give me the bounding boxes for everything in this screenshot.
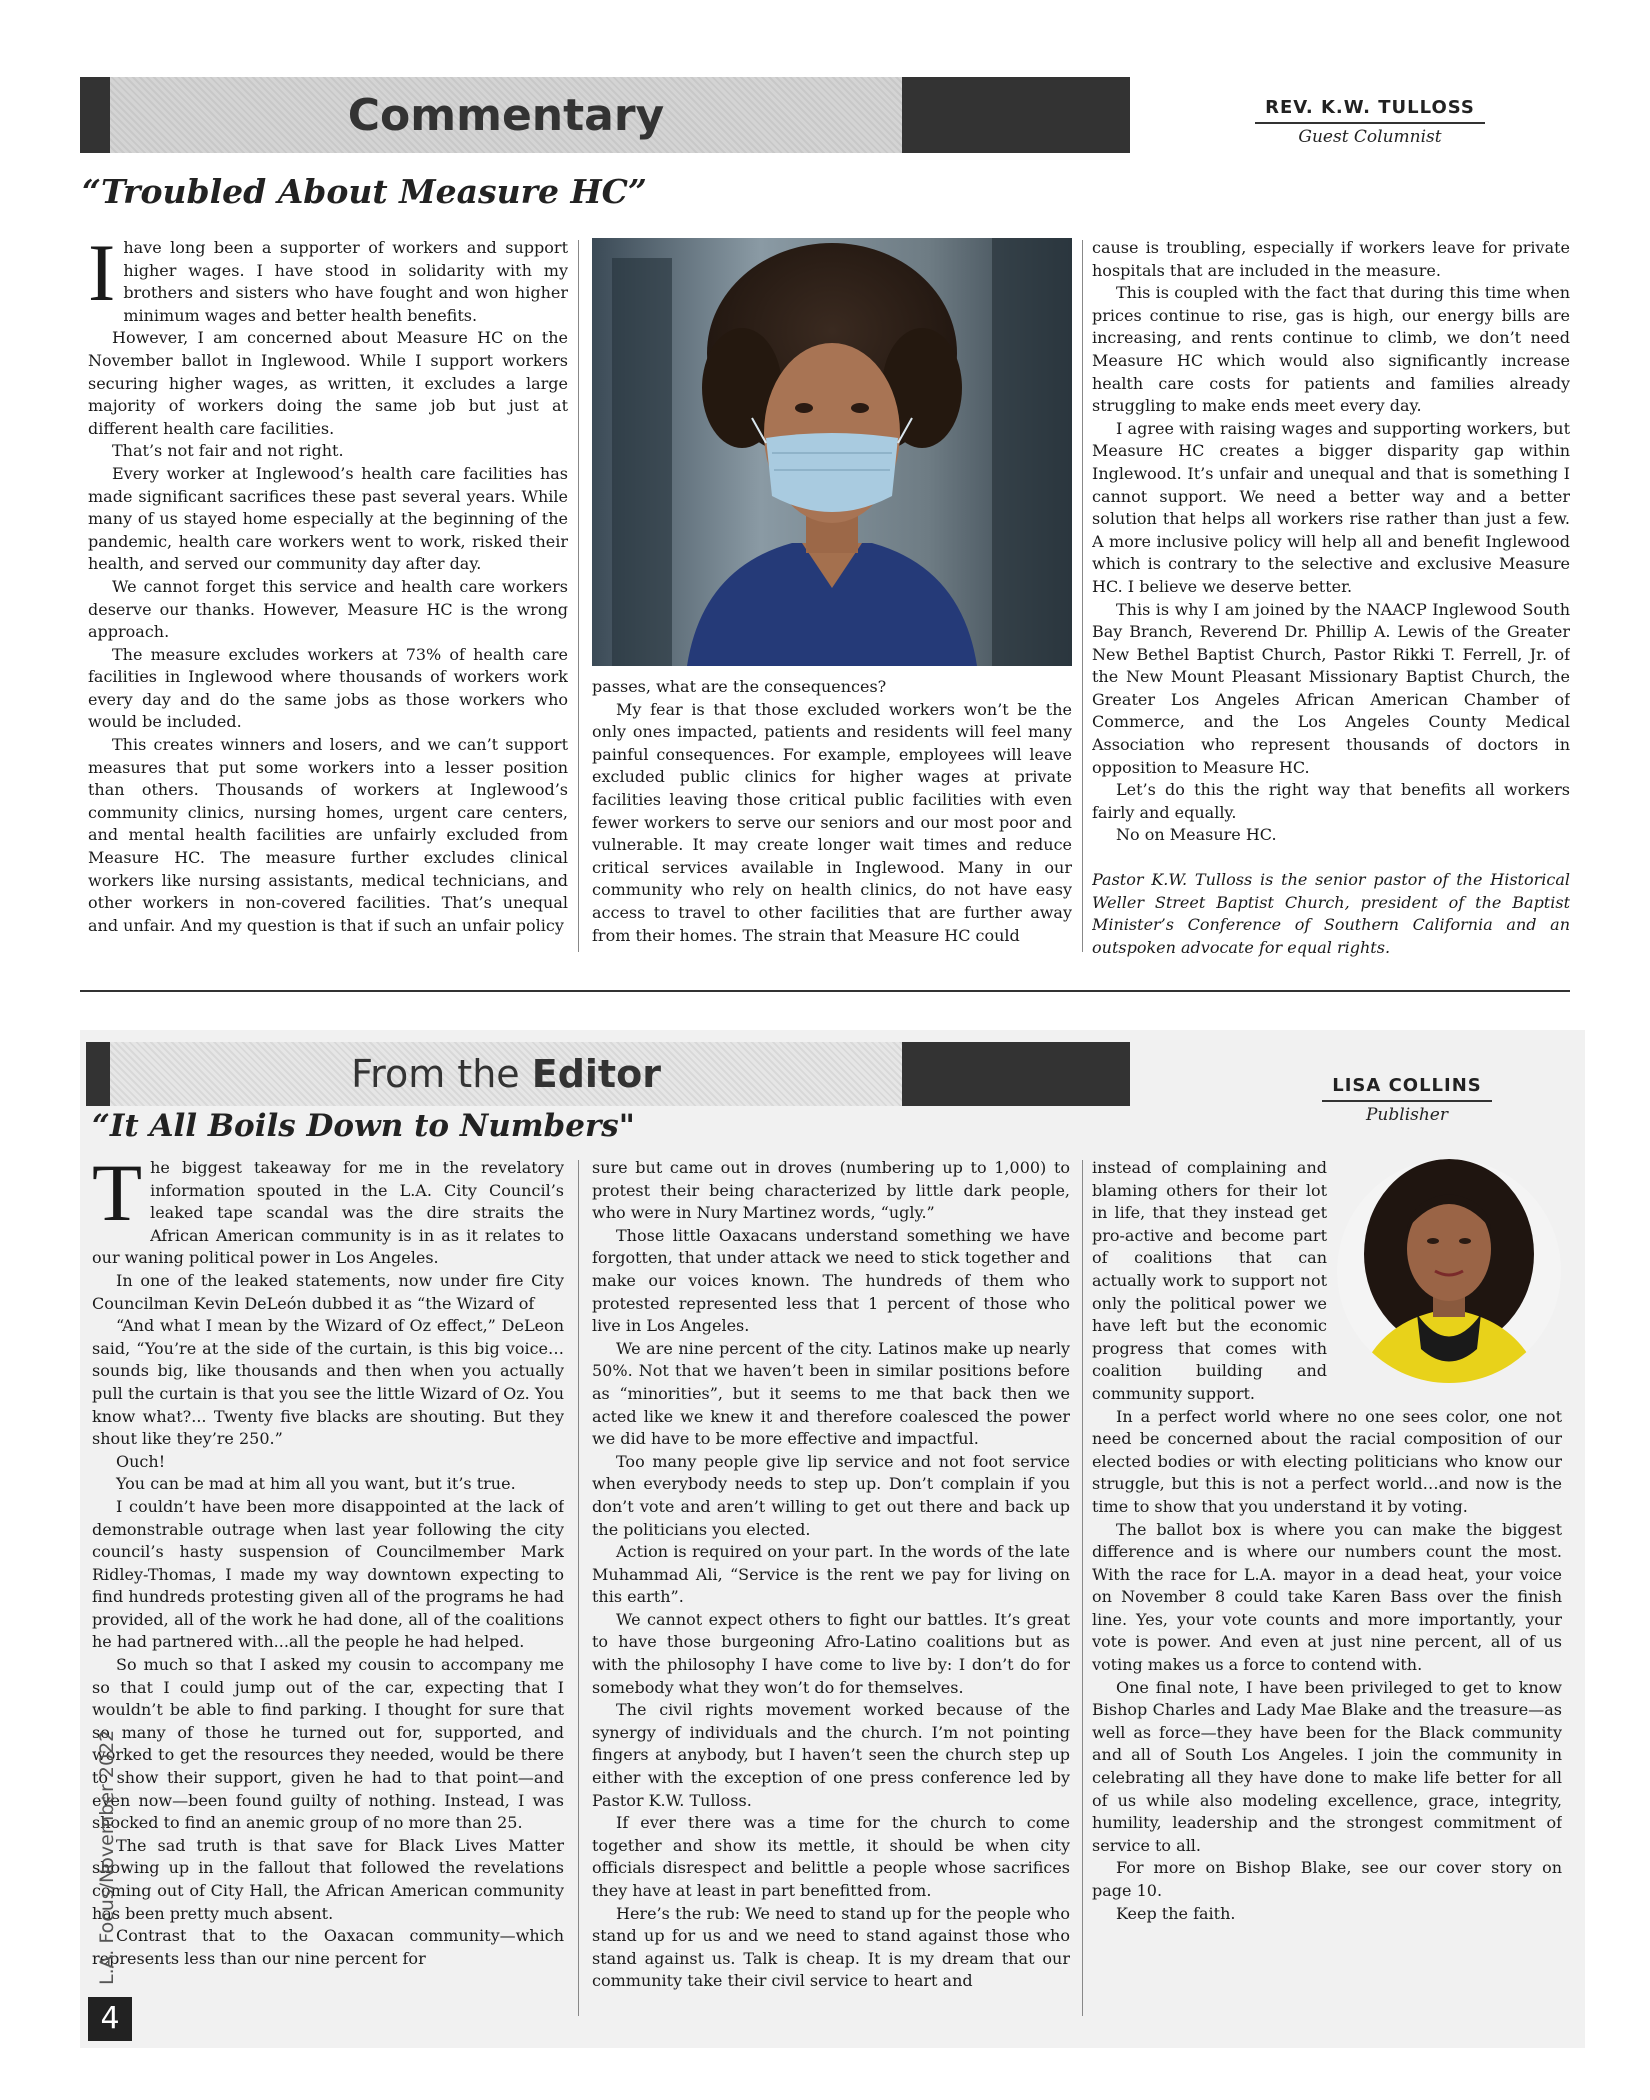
paragraph: I couldn’t have been more disappointed at the lack of demonstrable outrage when last year following the city council’s hasty suspension of Councilmember Mark Ridley-Thomas, I made my way downtown expecting to find hundreds protesting given all of the programs he had provided, all of the work he had done, all of the coalitions he had partnered with...all the people he had helped.	[92, 1496, 564, 1652]
editor-banner	[86, 1042, 1130, 1106]
nurse-photo-image	[592, 238, 1072, 666]
paragraph: The civil rights movement worked because of the synergy of individuals and the church. I’m not pointing fingers at anybody, but I haven’t seen the church step up either with the exception of one press conference led by Pastor K.W. Tulloss.	[592, 1700, 1070, 1810]
paragraph: Contrast that to the Oaxacan community—which represents less than our nine percent for	[92, 1926, 564, 1968]
editor-column-2	[592, 1157, 1070, 2019]
paragraph: In a perfect world where no one sees color, one not need be concerned about the racial composition of our elected bodies or with electing politicians who know our struggle, but this is not a perfect world…and now is the time to show that you understand it by voting.	[1092, 1406, 1562, 1516]
paragraph: We cannot expect others to fight our battles. It’s great to have those burgeoning Afro-Latino coalitions but as with the philosophy I have come to live by: I don’t do for somebody what they won’t do for themselves.	[592, 1609, 1070, 1697]
paragraph: Action is required on your part. In the words of the late Muhammad Ali, “Service is the rent we pay for living on this earth”.	[592, 1542, 1070, 1607]
nurse-photo	[592, 238, 1072, 666]
paragraph: This is why I am joined by the NAACP Inglewood South Bay Branch, Reverend Dr. Phillip A. Lewis of the Greater New Bethel Baptist Church, Pastor Rikki T. Ferrell, Jr. of the New Mount Pleasant Missionary Baptist Church, the Greater Los Angeles African American Chamber of Commerce, and the Los Angeles County Medical Association who represent thousands of doctors in opposition to Measure HC.	[1092, 599, 1570, 777]
editor-headline: “It All Boils Down to Numbers"	[92, 1108, 635, 1144]
paragraph: passes, what are the consequences?	[592, 677, 887, 696]
editor-column-1	[92, 1157, 564, 2019]
paragraph: Ouch!	[116, 1451, 166, 1471]
commentary-banner	[80, 77, 1130, 153]
paragraph: Every worker at Inglewood’s health care facilities has made significant sacrifices these past several years. While many of us stayed home especially at the beginning of the pandemic, health care workers went to work, risked their health, and served our community day after day.	[88, 463, 568, 574]
publication-footer: L.A. Focus/November 2022	[96, 1729, 118, 1985]
paragraph: Those little Oaxacans understand something we have forgotten, that under attack we need to stick together and make our voices known. The hundreds of them who protested represented less that 1 percent of those who live in Los Angeles.	[592, 1225, 1070, 1336]
paragraph: instead of complaining and blaming others for their lot in life, that they instead get pro-active and become part of coalitions that can actually work to support not only the political power we have left but the economic progress that comes with coalition building and community support.	[1092, 1158, 1327, 1403]
paragraph: I agree with raising wages and supporting workers, but Measure HC creates a bigger disparity gap within Inglewood. It’s unfair and unequal and that is something I cannot support. We need a better way and a better solution that helps all workers rise rather than just a few. A more inclusive policy will help all and benefit Inglewood which is contrary to the selective and exclusive Measure HC. I believe we deserve better.	[1092, 418, 1570, 596]
banner-left-bar	[86, 1042, 110, 1106]
publisher-photo	[1337, 1159, 1562, 1384]
banner-right-bar	[902, 1042, 1130, 1106]
author-bio: Pastor K.W. Tulloss is the senior pastor of the Historical Weller Street Baptist Church, president of the Baptist Minister’s Conference of Southern California and an outspoken advocate for equal rights.	[1092, 870, 1570, 957]
paragraph: We are nine percent of the city. Latinos make up nearly 50%. Not that we haven’t been in similar positions before as “minorities”, but it seems to me that back then we acted like we knew it and therefore coalesced the power we did have to be more effective and impactful.	[592, 1338, 1070, 1449]
commentary-section-label: Commentary	[347, 89, 665, 141]
paragraph: sure but came out in droves (numbering up to 1,000) to protest their being characterized by little dark people, who were in Nury Martinez words, “ugly.”	[592, 1158, 1070, 1223]
commentary-column-3	[1092, 237, 1570, 957]
paragraph: So much so that I asked my cousin to accompany me so that I could jump out of the car, expecting that I wouldn’t be able to find parking. I thought for sure that so many of those he turned out for, supported, and worked to get the resources they needed, would be there to show their support, given he had to that point—and even now—been found guilty of nothing. Instead, I was shocked to find an anemic group of no more than 25.	[92, 1655, 564, 1833]
column-divider	[578, 1160, 579, 2016]
commentary-column-2	[592, 676, 1072, 957]
paragraph: The measure excludes workers at 73% of health care facilities in Inglewood where thousands of workers work every day and do the same jobs as those workers who would be included.	[88, 644, 568, 732]
paragraph: cause is troubling, especially if workers leave for private hospitals that are included in the measure.	[1092, 238, 1570, 280]
commentary-author-name: REV. K.W. TULLOSS	[1265, 97, 1475, 118]
paragraph: That’s not fair and not right.	[112, 441, 344, 461]
paragraph: have long been a supporter of workers and support higher wages. I have stood in solidarity with my brothers and sisters who have fought and won higher minimum wages and better health benefits.	[123, 238, 568, 325]
byline-rule	[1255, 122, 1485, 124]
paragraph: For more on Bishop Blake, see our cover story on page 10.	[1092, 1858, 1562, 1900]
editor-author-role: Publisher	[1365, 1105, 1448, 1125]
commentary-column-1	[88, 237, 568, 957]
page-number: 4	[88, 1997, 132, 2041]
paragraph: If ever there was a time for the church to come together and show its mettle, it should be when city officials disrespect and belittle a people whose sacrifices they have at least in part benefitted from.	[592, 1813, 1070, 1900]
editor-dropcap: T	[92, 1157, 143, 1238]
paragraph: My fear is that those excluded workers won’t be the only ones impacted, patients and residents will feel many painful consequences. For example, employees will leave excluded public clinics for higher wages at private facilities leaving those critical public facilities with even fewer workers to serve our seniors and our most poor and vulnerable. It may create longer wait times and reduce critical services available in Inglewood. Many in our community who rely on health clinics, do not have easy access to travel to other facilities that are further away from their homes. The strain that Measure HC could	[592, 699, 1072, 945]
commentary-author-role: Guest Columnist	[1298, 127, 1442, 147]
banner-left-bar	[80, 77, 110, 153]
column-divider	[1082, 240, 1083, 952]
paragraph: “And what I mean by the Wizard of Oz effect,” DeLeon said, “You’re at the side of the curtain, is this big voice…sounds big, like thousands and then when you actually pull the curtain is that you see the little Wizard of Oz. You know what?... Twenty five blacks are shouting. But they shout like they’re 250.”	[92, 1316, 564, 1449]
publisher-photo-image	[1337, 1159, 1562, 1384]
byline-rule	[1322, 1100, 1492, 1102]
paragraph: However, I am concerned about Measure HC on the November ballot in Inglewood. While I support workers securing higher wages, as written, it excludes a large majority of workers doing the same job but just at different health care facilities.	[88, 328, 568, 438]
paragraph: he biggest takeaway for me in the revelatory information spouted in the L.A. City Council’s leaked tape scandal was the dire straits the African American community is in as it relates to our waning political power in Los Angeles.	[92, 1158, 564, 1268]
section-divider	[80, 990, 1570, 992]
commentary-headline: “Troubled About Measure HC”	[82, 172, 647, 211]
editor-byline	[1322, 1075, 1492, 1125]
paragraph: No on Measure HC.	[1116, 825, 1277, 845]
paragraph: One final note, I have been privileged to get to know Bishop Charles and Lady Mae Blake and the treasure—as well as force—they have been for the Black community and all of South Los Angeles. I join the community in celebrating all they have done to make life better for all of us while also modeling excellence, grace, integrity, humility, leadership and the strongest commitment of service to all.	[1092, 1677, 1562, 1855]
paragraph: We cannot forget this service and health care workers deserve our thanks. However, Measure HC is the wrong approach.	[88, 576, 568, 642]
editor-column-3	[1092, 1157, 1562, 2019]
paragraph: The ballot box is where you can make the biggest difference and is where our numbers count the most. With the race for L.A. mayor in a dead heat, your voice on November 8 could take Karen Bass over the finish line. Yes, your vote counts and more importantly, your vote is power. And even at just nine percent, all of us voting makes us a force to contend with.	[1092, 1519, 1562, 1675]
paragraph: Too many people give lip service and not foot service when everybody needs to step up. Don’t complain if you don’t vote and aren’t willing to get out there and back up the politicians you elected.	[592, 1451, 1070, 1539]
commentary-byline	[1255, 97, 1485, 147]
paragraph: This is coupled with the fact that during this time when prices continue to rise, gas is high, our energy bills are increasing, and rents continue to climb, we don’t need Measure HC which would also significantly increase health care costs for patients and families already struggling to make ends meet every day.	[1092, 283, 1570, 416]
paragraph: Let’s do this the right way that benefits all workers fairly and equally.	[1092, 780, 1570, 822]
paragraph: Here’s the rub: We need to stand up for the people who stand up for us and we need to stand against those who stand against us. Talk is cheap. It is my dream that our community take their civil service to heart and	[592, 1903, 1070, 1991]
editor-section-label: From the Editor	[351, 1052, 661, 1096]
paragraph: This creates winners and losers, and we can’t support measures that put some workers into a lesser position than others. Thousands of workers at Inglewood’s community clinics, nursing homes, urgent care centers, and mental health facilities are unfairly excluded from Measure HC. The measure further excludes clinical workers like nursing assistants, medical technicians, and other workers in non-covered facilities. That’s unequal and unfair. And my question is that if such an unfair policy	[88, 735, 568, 935]
banner-right-bar	[902, 77, 1130, 153]
paragraph: You can be mad at him all you want, but it’s true.	[116, 1474, 516, 1494]
commentary-dropcap: I	[88, 237, 116, 318]
column-divider	[1082, 1160, 1083, 2016]
paragraph: In one of the leaked statements, now under fire City Councilman Kevin DeLeón dubbed it as “the Wizard of	[92, 1270, 564, 1313]
editor-author-name: LISA COLLINS	[1332, 1075, 1482, 1096]
paragraph: Keep the faith.	[1116, 1903, 1236, 1923]
column-divider	[578, 240, 579, 952]
paragraph: The sad truth is that save for Black Lives Matter showing up in the fallout that followed the revelations coming out of City Hall, the African American community has been pretty much absent.	[92, 1835, 564, 1923]
